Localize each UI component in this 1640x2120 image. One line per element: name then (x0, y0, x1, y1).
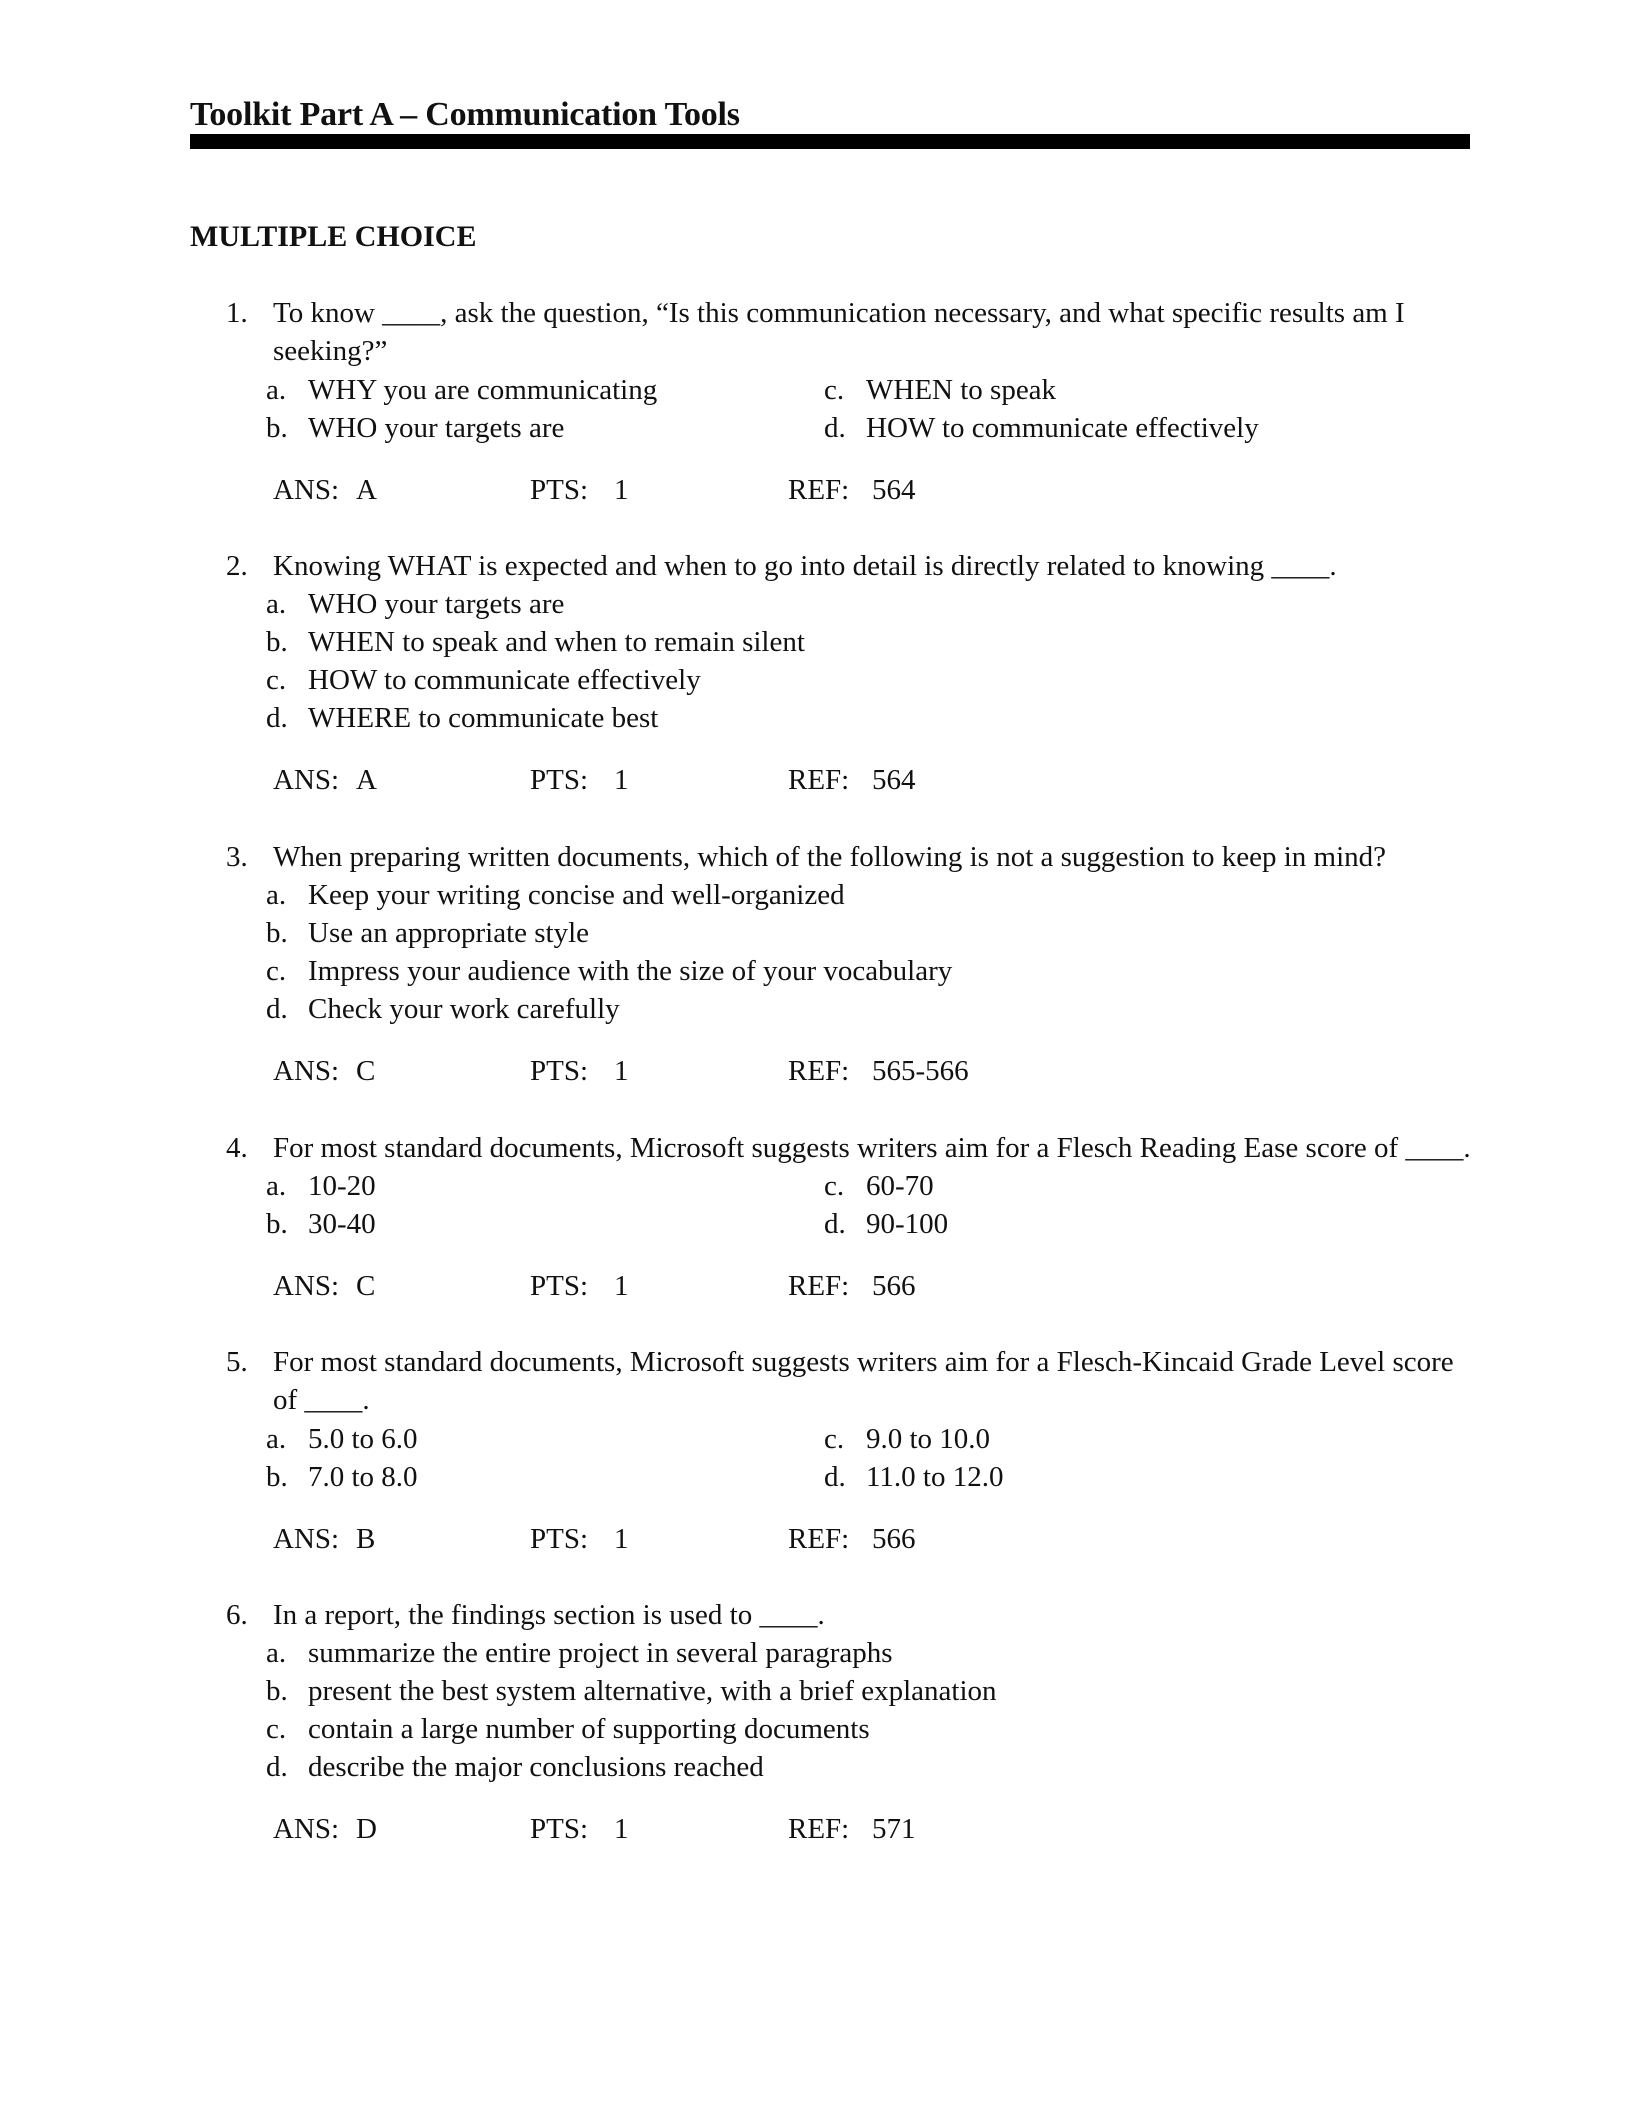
choice-text: 90-100 (866, 1208, 949, 1240)
ref-label: REF: (788, 764, 850, 796)
question-number: 2. (226, 550, 248, 582)
choice-letter: a. (266, 1170, 287, 1202)
choice-letter: a. (266, 1423, 287, 1455)
choice-letter: d. (266, 993, 288, 1025)
choice-text: 60-70 (866, 1170, 934, 1202)
pts-value: 1 (614, 474, 629, 506)
answer-row (0, 471, 1640, 509)
pts-label: PTS: (530, 1523, 589, 1555)
ans-label: ANS: (273, 1813, 340, 1845)
choice-letter: c. (266, 1713, 287, 1745)
pts-label: PTS: (530, 1055, 589, 1087)
choice-letter: a. (266, 588, 287, 620)
question-stem: For most standard documents, Microsoft suggests writers aim for a Flesch-Kincaid Grade Level score of ____. (273, 1346, 1454, 1416)
question-number: 1. (226, 297, 248, 329)
ans-value: A (356, 474, 377, 506)
choice-text: WHY you are communicating (308, 374, 658, 406)
choice-letter: d. (824, 1208, 846, 1240)
choice-text: present the best system alternative, with a brief explanation (308, 1675, 997, 1707)
choice-letter: a. (266, 1637, 287, 1669)
pts-value: 1 (614, 1055, 629, 1087)
choice-letter: b. (266, 917, 288, 949)
ans-label: ANS: (273, 474, 340, 506)
ref-label: REF: (788, 474, 850, 506)
pts-value: 1 (614, 1523, 629, 1555)
choice-letter: b. (266, 1675, 288, 1707)
choice-letter: b. (266, 1461, 288, 1493)
choice-text: contain a large number of supporting documents (308, 1713, 870, 1745)
choice-letter: a. (266, 374, 287, 406)
question-number: 6. (226, 1599, 248, 1631)
choice-text: describe the major conclusions reached (308, 1751, 764, 1783)
ans-value: D (356, 1813, 377, 1845)
question-stem: To know ____, ask the question, “Is this communication necessary, and what specific results am I seeking?” (273, 297, 1405, 367)
ref-value: 571 (872, 1813, 916, 1845)
question-stem: In a report, the findings section is used to ____. (273, 1599, 825, 1631)
choice-text: WHEN to speak and when to remain silent (308, 626, 805, 658)
pts-value: 1 (614, 1270, 629, 1302)
choice-letter: c. (824, 1423, 845, 1455)
ans-label: ANS: (273, 1270, 340, 1302)
choice-text: summarize the entire project in several paragraphs (308, 1637, 893, 1669)
answer-row (0, 761, 1640, 799)
pts-label: PTS: (530, 474, 589, 506)
ans-value: C (356, 1055, 376, 1087)
choice-letter: c. (266, 664, 287, 696)
pts-value: 1 (614, 764, 629, 796)
ans-value: A (356, 764, 377, 796)
choice-text: Use an appropriate style (308, 917, 590, 949)
ans-value: C (356, 1270, 376, 1302)
choice-text: WHERE to communicate best (308, 702, 659, 734)
choice-letter: b. (266, 412, 288, 444)
pts-label: PTS: (530, 1813, 589, 1845)
choice-text: WHEN to speak (866, 374, 1057, 406)
choice-letter: d. (266, 702, 288, 734)
question-number: 5. (226, 1346, 248, 1378)
ref-label: REF: (788, 1523, 850, 1555)
ref-value: 566 (872, 1523, 916, 1555)
choice-text: 10-20 (308, 1170, 376, 1202)
choice-letter: b. (266, 1208, 288, 1240)
ref-label: REF: (788, 1055, 850, 1087)
page-header-title: Toolkit Part A – Communication Tools (190, 96, 740, 133)
choice-letter: c. (824, 374, 845, 406)
answer-row (0, 1810, 1640, 1848)
choice-text: Check your work carefully (308, 993, 620, 1025)
pts-value: 1 (614, 1813, 629, 1845)
ref-value: 565-566 (872, 1055, 969, 1087)
pts-label: PTS: (530, 764, 589, 796)
choice-text: 9.0 to 10.0 (866, 1423, 991, 1455)
choice-text: 30-40 (308, 1208, 376, 1240)
answer-row (0, 1520, 1640, 1558)
question-stem: When preparing written documents, which of the following is not a suggestion to keep in mind? (273, 841, 1387, 873)
choice-letter: d. (824, 1461, 846, 1493)
ref-label: REF: (788, 1813, 850, 1845)
choice-text: 7.0 to 8.0 (308, 1461, 418, 1493)
choice-letter: a. (266, 879, 287, 911)
question-stem: Knowing WHAT is expected and when to go into detail is directly related to knowing ____. (273, 550, 1337, 582)
ans-label: ANS: (273, 1055, 340, 1087)
choice-letter: d. (824, 412, 846, 444)
ref-value: 564 (872, 474, 916, 506)
ref-label: REF: (788, 1270, 850, 1302)
question-stem: For most standard documents, Microsoft suggests writers aim for a Flesch Reading Ease score of ____. (273, 1132, 1471, 1164)
choice-text: WHO your targets are (308, 588, 565, 620)
choice-text: 5.0 to 6.0 (308, 1423, 418, 1455)
choice-text: 11.0 to 12.0 (866, 1461, 1004, 1493)
question-number: 4. (226, 1132, 248, 1164)
ans-label: ANS: (273, 1523, 340, 1555)
choice-text: Impress your audience with the size of your vocabulary (308, 955, 953, 987)
choice-text: HOW to communicate effectively (308, 664, 701, 696)
choice-letter: b. (266, 626, 288, 658)
ans-label: ANS: (273, 764, 340, 796)
ref-value: 564 (872, 764, 916, 796)
choice-letter: d. (266, 1751, 288, 1783)
choice-text: WHO your targets are (308, 412, 565, 444)
question-number: 3. (226, 841, 248, 873)
header-rule (190, 134, 1470, 149)
ref-value: 566 (872, 1270, 916, 1302)
section-heading: MULTIPLE CHOICE (190, 220, 477, 253)
choice-letter: c. (266, 955, 287, 987)
answer-row (0, 1267, 1640, 1305)
choice-text: Keep your writing concise and well-organized (308, 879, 845, 911)
answer-row (0, 1052, 1640, 1090)
choice-text: HOW to communicate effectively (866, 412, 1259, 444)
pts-label: PTS: (530, 1270, 589, 1302)
ans-value: B (356, 1523, 376, 1555)
choice-letter: c. (824, 1170, 845, 1202)
